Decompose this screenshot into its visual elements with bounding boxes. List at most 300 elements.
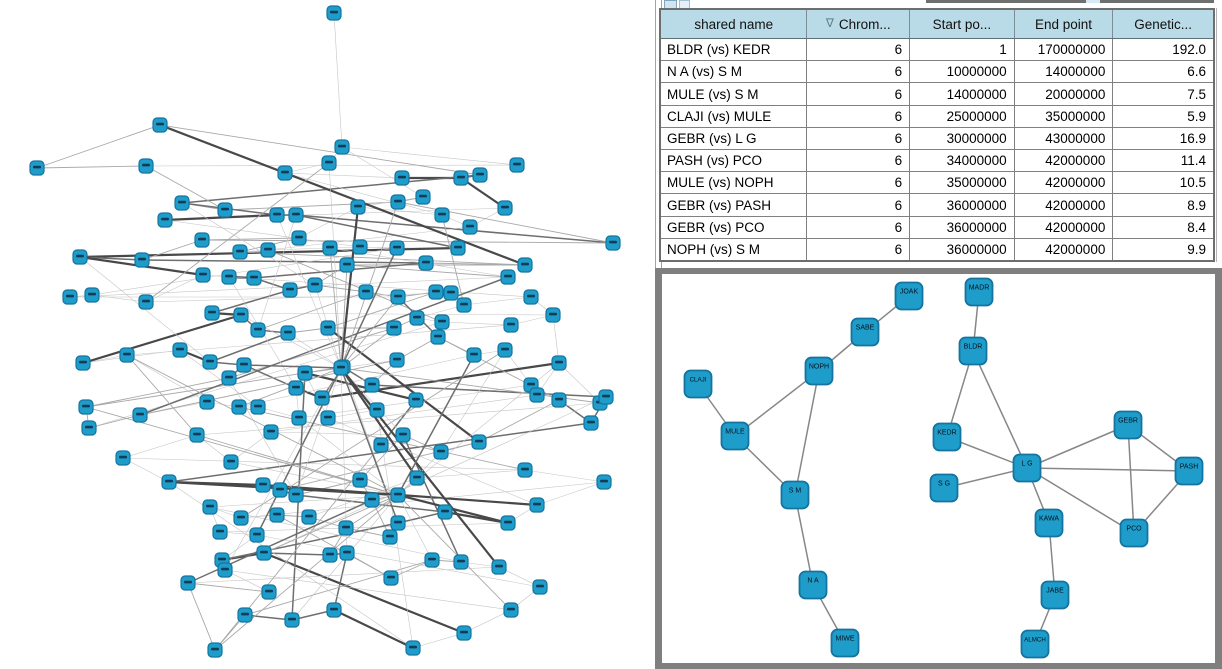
network-node-MULE[interactable]	[722, 423, 749, 450]
network-node[interactable]	[213, 525, 227, 539]
network-node[interactable]	[409, 393, 423, 407]
network-node[interactable]	[181, 576, 195, 590]
node-label	[343, 551, 351, 554]
node-label	[237, 313, 245, 316]
network-node[interactable]	[406, 641, 420, 655]
network-node[interactable]	[30, 161, 44, 175]
network-node[interactable]	[463, 220, 477, 234]
network-edge[interactable]	[258, 215, 296, 330]
node-label	[501, 348, 509, 351]
column-header-end_point[interactable]	[1015, 10, 1114, 38]
network-edge-NOPH-SM[interactable]	[795, 371, 819, 495]
node-label	[356, 478, 364, 481]
network-node[interactable]	[247, 271, 261, 285]
network-node[interactable]	[82, 421, 96, 435]
node-label	[368, 498, 376, 501]
network-node[interactable]	[353, 473, 367, 487]
node-label	[142, 300, 150, 303]
network-edge[interactable]	[123, 435, 197, 458]
network-node[interactable]	[438, 505, 452, 519]
network-node[interactable]	[435, 208, 449, 222]
network-node[interactable]	[425, 553, 439, 567]
network-edge[interactable]	[142, 240, 202, 260]
network-node[interactable]	[196, 268, 210, 282]
node-label	[284, 331, 292, 334]
column-header-label: Chrom...	[838, 16, 891, 32]
network-node[interactable]	[552, 356, 566, 370]
table-cell-end_point: 43000000	[1015, 128, 1114, 149]
network-node[interactable]	[270, 208, 284, 222]
network-edge[interactable]	[334, 610, 413, 648]
network-node[interactable]	[530, 388, 544, 402]
node-label	[354, 205, 362, 208]
network-edge[interactable]	[258, 292, 366, 330]
network-node[interactable]	[533, 580, 547, 594]
network-edge[interactable]	[37, 166, 146, 168]
table-cell-start_position: 36000000	[910, 194, 1015, 215]
network-node[interactable]	[257, 546, 271, 560]
network-node[interactable]	[429, 285, 443, 299]
network-node[interactable]	[162, 475, 176, 489]
node-label	[409, 646, 417, 649]
network-node[interactable]	[222, 270, 236, 284]
network-node[interactable]	[289, 381, 303, 395]
node-label	[119, 456, 127, 459]
network-node[interactable]	[63, 290, 77, 304]
table-row[interactable]	[661, 172, 1213, 194]
network-node[interactable]	[390, 353, 404, 367]
network-edge[interactable]	[271, 432, 403, 435]
node-label	[501, 206, 509, 209]
node-label: MIWE	[835, 635, 855, 643]
table-cell-end_point: 14000000	[1015, 61, 1114, 82]
network-edge[interactable]	[285, 173, 402, 178]
detail-network-canvas[interactable]	[662, 274, 1215, 663]
network-node[interactable]	[434, 445, 448, 459]
network-node[interactable]	[353, 240, 367, 254]
network-node[interactable]	[396, 428, 410, 442]
network-node[interactable]	[153, 118, 167, 132]
network-node[interactable]	[292, 231, 306, 245]
network-node[interactable]	[250, 528, 264, 542]
node-label	[394, 295, 402, 298]
network-node[interactable]	[454, 171, 468, 185]
network-node[interactable]	[518, 258, 532, 272]
network-edge[interactable]	[202, 238, 299, 240]
network-node[interactable]	[457, 298, 471, 312]
node-label	[470, 353, 478, 356]
node-label	[82, 405, 90, 408]
network-node[interactable]	[285, 613, 299, 627]
node-label	[221, 568, 229, 571]
network-edge[interactable]	[296, 215, 458, 248]
table-row[interactable]	[661, 194, 1213, 216]
node-label	[85, 426, 93, 429]
network-node[interactable]	[233, 245, 247, 259]
network-node-SG[interactable]	[931, 475, 958, 502]
table-row[interactable]	[661, 128, 1213, 150]
node-label	[454, 246, 462, 249]
network-edge[interactable]	[479, 400, 559, 442]
table-cell-shared_name: PASH (vs) PCO	[661, 150, 807, 171]
table-cell-genetic: 8.9	[1187, 197, 1206, 213]
node-label	[281, 171, 289, 174]
node-label	[326, 246, 334, 249]
network-node[interactable]	[158, 213, 172, 227]
network-node-ALMCH[interactable]	[1022, 631, 1049, 658]
column-header-shared_name[interactable]	[661, 10, 807, 38]
network-edge[interactable]	[127, 355, 197, 435]
network-node[interactable]	[390, 241, 404, 255]
node-label	[555, 398, 563, 401]
network-node[interactable]	[73, 250, 87, 264]
node-label	[227, 460, 235, 463]
network-node[interactable]	[289, 488, 303, 502]
network-edge[interactable]	[342, 147, 423, 197]
network-node[interactable]	[232, 400, 246, 414]
detail-network-background[interactable]	[662, 274, 1215, 663]
network-node[interactable]	[365, 378, 379, 392]
node-label	[237, 516, 245, 519]
network-node[interactable]	[501, 270, 515, 284]
node-label	[437, 450, 445, 453]
network-node[interactable]	[190, 428, 204, 442]
node-label	[260, 551, 268, 554]
node-label	[221, 208, 229, 211]
table-cell-shared_name: CLAJI (vs) MULE	[661, 106, 807, 127]
network-node[interactable]	[173, 343, 187, 357]
network-node[interactable]	[234, 511, 248, 525]
table-cell-start_position: 36000000	[910, 217, 1015, 238]
table-cell-chromosome: 6	[807, 39, 910, 60]
network-node[interactable]	[498, 201, 512, 215]
table-cell-end_point: 42000000	[1015, 172, 1114, 193]
network-node[interactable]	[116, 451, 130, 465]
network-node-KEDR[interactable]	[934, 424, 961, 451]
node-label: JABE	[1046, 587, 1064, 595]
node-label	[495, 565, 503, 568]
network-node[interactable]	[283, 283, 297, 297]
network-node[interactable]	[374, 438, 388, 452]
network-edge[interactable]	[299, 207, 358, 238]
node-label	[254, 405, 262, 408]
node-label	[176, 348, 184, 351]
node-label	[203, 400, 211, 403]
network-node[interactable]	[289, 208, 303, 222]
network-node[interactable]	[200, 395, 214, 409]
node-label	[342, 526, 350, 529]
network-node[interactable]	[195, 233, 209, 247]
network-node[interactable]	[370, 403, 384, 417]
network-node[interactable]	[323, 241, 337, 255]
network-edge[interactable]	[188, 583, 215, 650]
network-node[interactable]	[203, 355, 217, 369]
network-node[interactable]	[504, 603, 518, 617]
network-node[interactable]	[597, 475, 611, 489]
network-node-LG[interactable]	[1014, 455, 1041, 482]
network-node[interactable]	[391, 488, 405, 502]
network-node[interactable]	[492, 560, 506, 574]
table-cell-shared_name: N A (vs) S M	[661, 61, 807, 82]
network-node-NA[interactable]	[800, 572, 827, 599]
table-cell-start_position: 25000000	[910, 106, 1015, 127]
network-node[interactable]	[208, 643, 222, 657]
network-node[interactable]	[410, 471, 424, 485]
network-node[interactable]	[251, 323, 265, 337]
node-label	[438, 320, 446, 323]
network-node-SABE[interactable]	[852, 319, 879, 346]
node-label: ALMCH	[1024, 636, 1046, 644]
node-label	[330, 608, 338, 611]
network-node[interactable]	[530, 498, 544, 512]
table-row[interactable]	[661, 83, 1213, 105]
network-node[interactable]	[322, 156, 336, 170]
network-node[interactable]	[524, 290, 538, 304]
network-node-NOPH[interactable]	[806, 358, 833, 385]
node-label	[377, 443, 385, 446]
table-cell-genetic: 9.9	[1187, 241, 1206, 257]
network-node[interactable]	[264, 425, 278, 439]
network-node[interactable]	[234, 308, 248, 322]
node-label	[413, 316, 421, 319]
network-node[interactable]	[416, 190, 430, 204]
network-node[interactable]	[501, 516, 515, 530]
table-row[interactable]	[661, 39, 1213, 61]
network-edge-LG-PASH[interactable]	[1027, 468, 1189, 471]
network-edge[interactable]	[160, 125, 480, 175]
node-label	[457, 560, 465, 563]
network-node[interactable]	[335, 140, 349, 154]
node-label	[76, 255, 84, 258]
network-node-PCO[interactable]	[1121, 520, 1148, 547]
network-node[interactable]	[451, 241, 465, 255]
network-node[interactable]	[256, 478, 270, 492]
network-node-MIWE[interactable]	[832, 630, 859, 657]
network-node-SM[interactable]	[782, 482, 809, 509]
network-node[interactable]	[387, 321, 401, 335]
node-label	[184, 581, 192, 584]
network-node[interactable]	[302, 510, 316, 524]
table-row[interactable]	[661, 217, 1213, 239]
network-edge[interactable]	[525, 470, 604, 482]
node-label	[412, 398, 420, 401]
network-node[interactable]	[133, 408, 147, 422]
table-scrollbar-track[interactable]	[1216, 8, 1222, 262]
network-node[interactable]	[120, 348, 134, 362]
network-edge[interactable]	[212, 290, 290, 313]
network-node[interactable]	[391, 195, 405, 209]
network-node[interactable]	[351, 200, 365, 214]
graph-panel-detail	[655, 268, 1222, 669]
network-node[interactable]	[308, 278, 322, 292]
network-node[interactable]	[321, 411, 335, 425]
clipped-window-edge	[926, 0, 1214, 3]
network-node[interactable]	[365, 493, 379, 507]
network-edge[interactable]	[86, 407, 398, 495]
column-header-chromosome[interactable]	[807, 10, 910, 38]
network-node[interactable]	[340, 546, 354, 560]
node-label	[288, 618, 296, 621]
network-node[interactable]	[237, 358, 251, 372]
network-node[interactable]	[292, 411, 306, 425]
network-edge[interactable]	[417, 470, 525, 478]
network-node[interactable]	[76, 356, 90, 370]
network-node-JABE[interactable]	[1042, 582, 1069, 609]
network-node[interactable]	[510, 158, 524, 172]
network-node[interactable]	[218, 563, 232, 577]
network-edge[interactable]	[188, 583, 269, 592]
network-node[interactable]	[85, 288, 99, 302]
network-edge[interactable]	[315, 285, 366, 292]
network-node[interactable]	[383, 530, 397, 544]
network-node[interactable]	[498, 343, 512, 357]
network-node[interactable]	[238, 608, 252, 622]
network-node[interactable]	[410, 311, 424, 325]
table-row[interactable]	[661, 239, 1213, 260]
filter-icon[interactable]: ∇	[825, 16, 834, 30]
column-header-start_position[interactable]	[910, 10, 1015, 38]
column-header-genetic[interactable]	[1113, 10, 1213, 38]
node-label	[390, 326, 398, 329]
node-label: N A	[807, 577, 819, 585]
network-node[interactable]	[321, 321, 335, 335]
network-edge-GEBR-PCO[interactable]	[1128, 425, 1134, 533]
network-edge[interactable]	[464, 297, 531, 305]
network-node[interactable]	[584, 416, 598, 430]
network-node[interactable]	[504, 318, 518, 332]
network-node[interactable]	[472, 435, 486, 449]
network-edge[interactable]	[140, 360, 397, 415]
node-label	[533, 393, 541, 396]
network-node[interactable]	[606, 236, 620, 250]
network-node[interactable]	[395, 171, 409, 185]
table-cell-chromosome: 6	[807, 106, 910, 127]
node-label	[136, 413, 144, 416]
table-cell-end_point: 42000000	[1015, 150, 1114, 171]
network-node[interactable]	[391, 290, 405, 304]
node-label	[330, 11, 338, 14]
node-label	[466, 225, 474, 228]
network-node[interactable]	[139, 159, 153, 173]
node-label	[533, 503, 541, 506]
network-edge[interactable]	[89, 415, 140, 428]
network-node-GEBR[interactable]	[1115, 412, 1142, 439]
network-node[interactable]	[278, 166, 292, 180]
network-node[interactable]	[327, 6, 341, 20]
node-label	[259, 483, 267, 486]
network-node[interactable]	[261, 243, 275, 257]
network-node-MADR[interactable]	[966, 279, 993, 306]
network-node[interactable]	[546, 308, 560, 322]
network-edge[interactable]	[202, 240, 613, 243]
network-edge[interactable]	[413, 633, 464, 648]
network-node[interactable]	[298, 366, 312, 380]
network-node[interactable]	[327, 603, 341, 617]
network-edge[interactable]	[83, 315, 241, 363]
network-node[interactable]	[339, 521, 353, 535]
node-label	[253, 533, 261, 536]
network-node[interactable]	[139, 295, 153, 309]
network-node[interactable]	[203, 500, 217, 514]
network-node-PASH[interactable]	[1176, 458, 1203, 485]
node-label	[311, 283, 319, 286]
table-row[interactable]	[661, 106, 1213, 128]
network-node[interactable]	[518, 463, 532, 477]
table-row[interactable]	[661, 150, 1213, 172]
node-label	[386, 535, 394, 538]
network-node-BLDR[interactable]	[960, 338, 987, 365]
network-node[interactable]	[262, 585, 276, 599]
network-edge[interactable]	[142, 260, 426, 263]
node-label	[88, 293, 96, 296]
network-node-JOAK[interactable]	[896, 283, 923, 310]
network-node-CLAJI[interactable]	[685, 371, 712, 398]
network-node[interactable]	[467, 348, 481, 362]
network-node[interactable]	[384, 571, 398, 585]
network-node[interactable]	[251, 400, 265, 414]
network-edge-LG-GEBR[interactable]	[1027, 425, 1128, 468]
node-label	[399, 433, 407, 436]
network-node[interactable]	[340, 258, 354, 272]
node-label: S M	[788, 487, 802, 495]
node-label	[250, 276, 258, 279]
network-node[interactable]	[222, 371, 236, 385]
network-node[interactable]	[224, 455, 238, 469]
network-node[interactable]	[431, 330, 445, 344]
network-node[interactable]	[205, 306, 219, 320]
network-node[interactable]	[552, 393, 566, 407]
node-label	[536, 585, 544, 588]
network-node[interactable]	[79, 400, 93, 414]
table-cell-shared_name: GEBR (vs) PASH	[661, 194, 807, 215]
column-header-label: shared name	[694, 16, 774, 32]
network-node[interactable]	[218, 203, 232, 217]
node-label	[225, 376, 233, 379]
table-cell-end_point: 20000000	[1015, 83, 1114, 104]
clipped-window-notch	[1086, 0, 1100, 3]
network-node[interactable]	[419, 256, 433, 270]
network-edge[interactable]	[244, 365, 341, 368]
network-node[interactable]	[435, 315, 449, 329]
network-edge[interactable]	[288, 333, 341, 368]
network-node[interactable]	[175, 196, 189, 210]
network-node[interactable]	[323, 548, 337, 562]
network-node[interactable]	[359, 285, 373, 299]
network-node[interactable]	[281, 326, 295, 340]
network-node[interactable]	[599, 390, 613, 404]
network-node[interactable]	[473, 168, 487, 182]
network-node-KAWA[interactable]	[1036, 510, 1063, 537]
network-node[interactable]	[315, 391, 329, 405]
network-node[interactable]	[273, 483, 287, 497]
network-edge[interactable]	[92, 295, 146, 302]
table-row[interactable]	[661, 61, 1213, 83]
node-label	[211, 648, 219, 651]
network-node[interactable]	[457, 626, 471, 640]
network-edge[interactable]	[334, 13, 342, 147]
network-edge[interactable]	[342, 147, 517, 165]
network-node[interactable]	[135, 253, 149, 267]
network-node[interactable]	[391, 516, 405, 530]
table-cell-genetic: 5.9	[1187, 108, 1206, 124]
network-edge[interactable]	[442, 322, 511, 325]
network-node[interactable]	[444, 286, 458, 300]
network-node[interactable]	[334, 361, 348, 375]
node-label	[138, 258, 146, 261]
network-node[interactable]	[454, 555, 468, 569]
node-label	[460, 303, 468, 306]
network-node[interactable]	[270, 508, 284, 522]
